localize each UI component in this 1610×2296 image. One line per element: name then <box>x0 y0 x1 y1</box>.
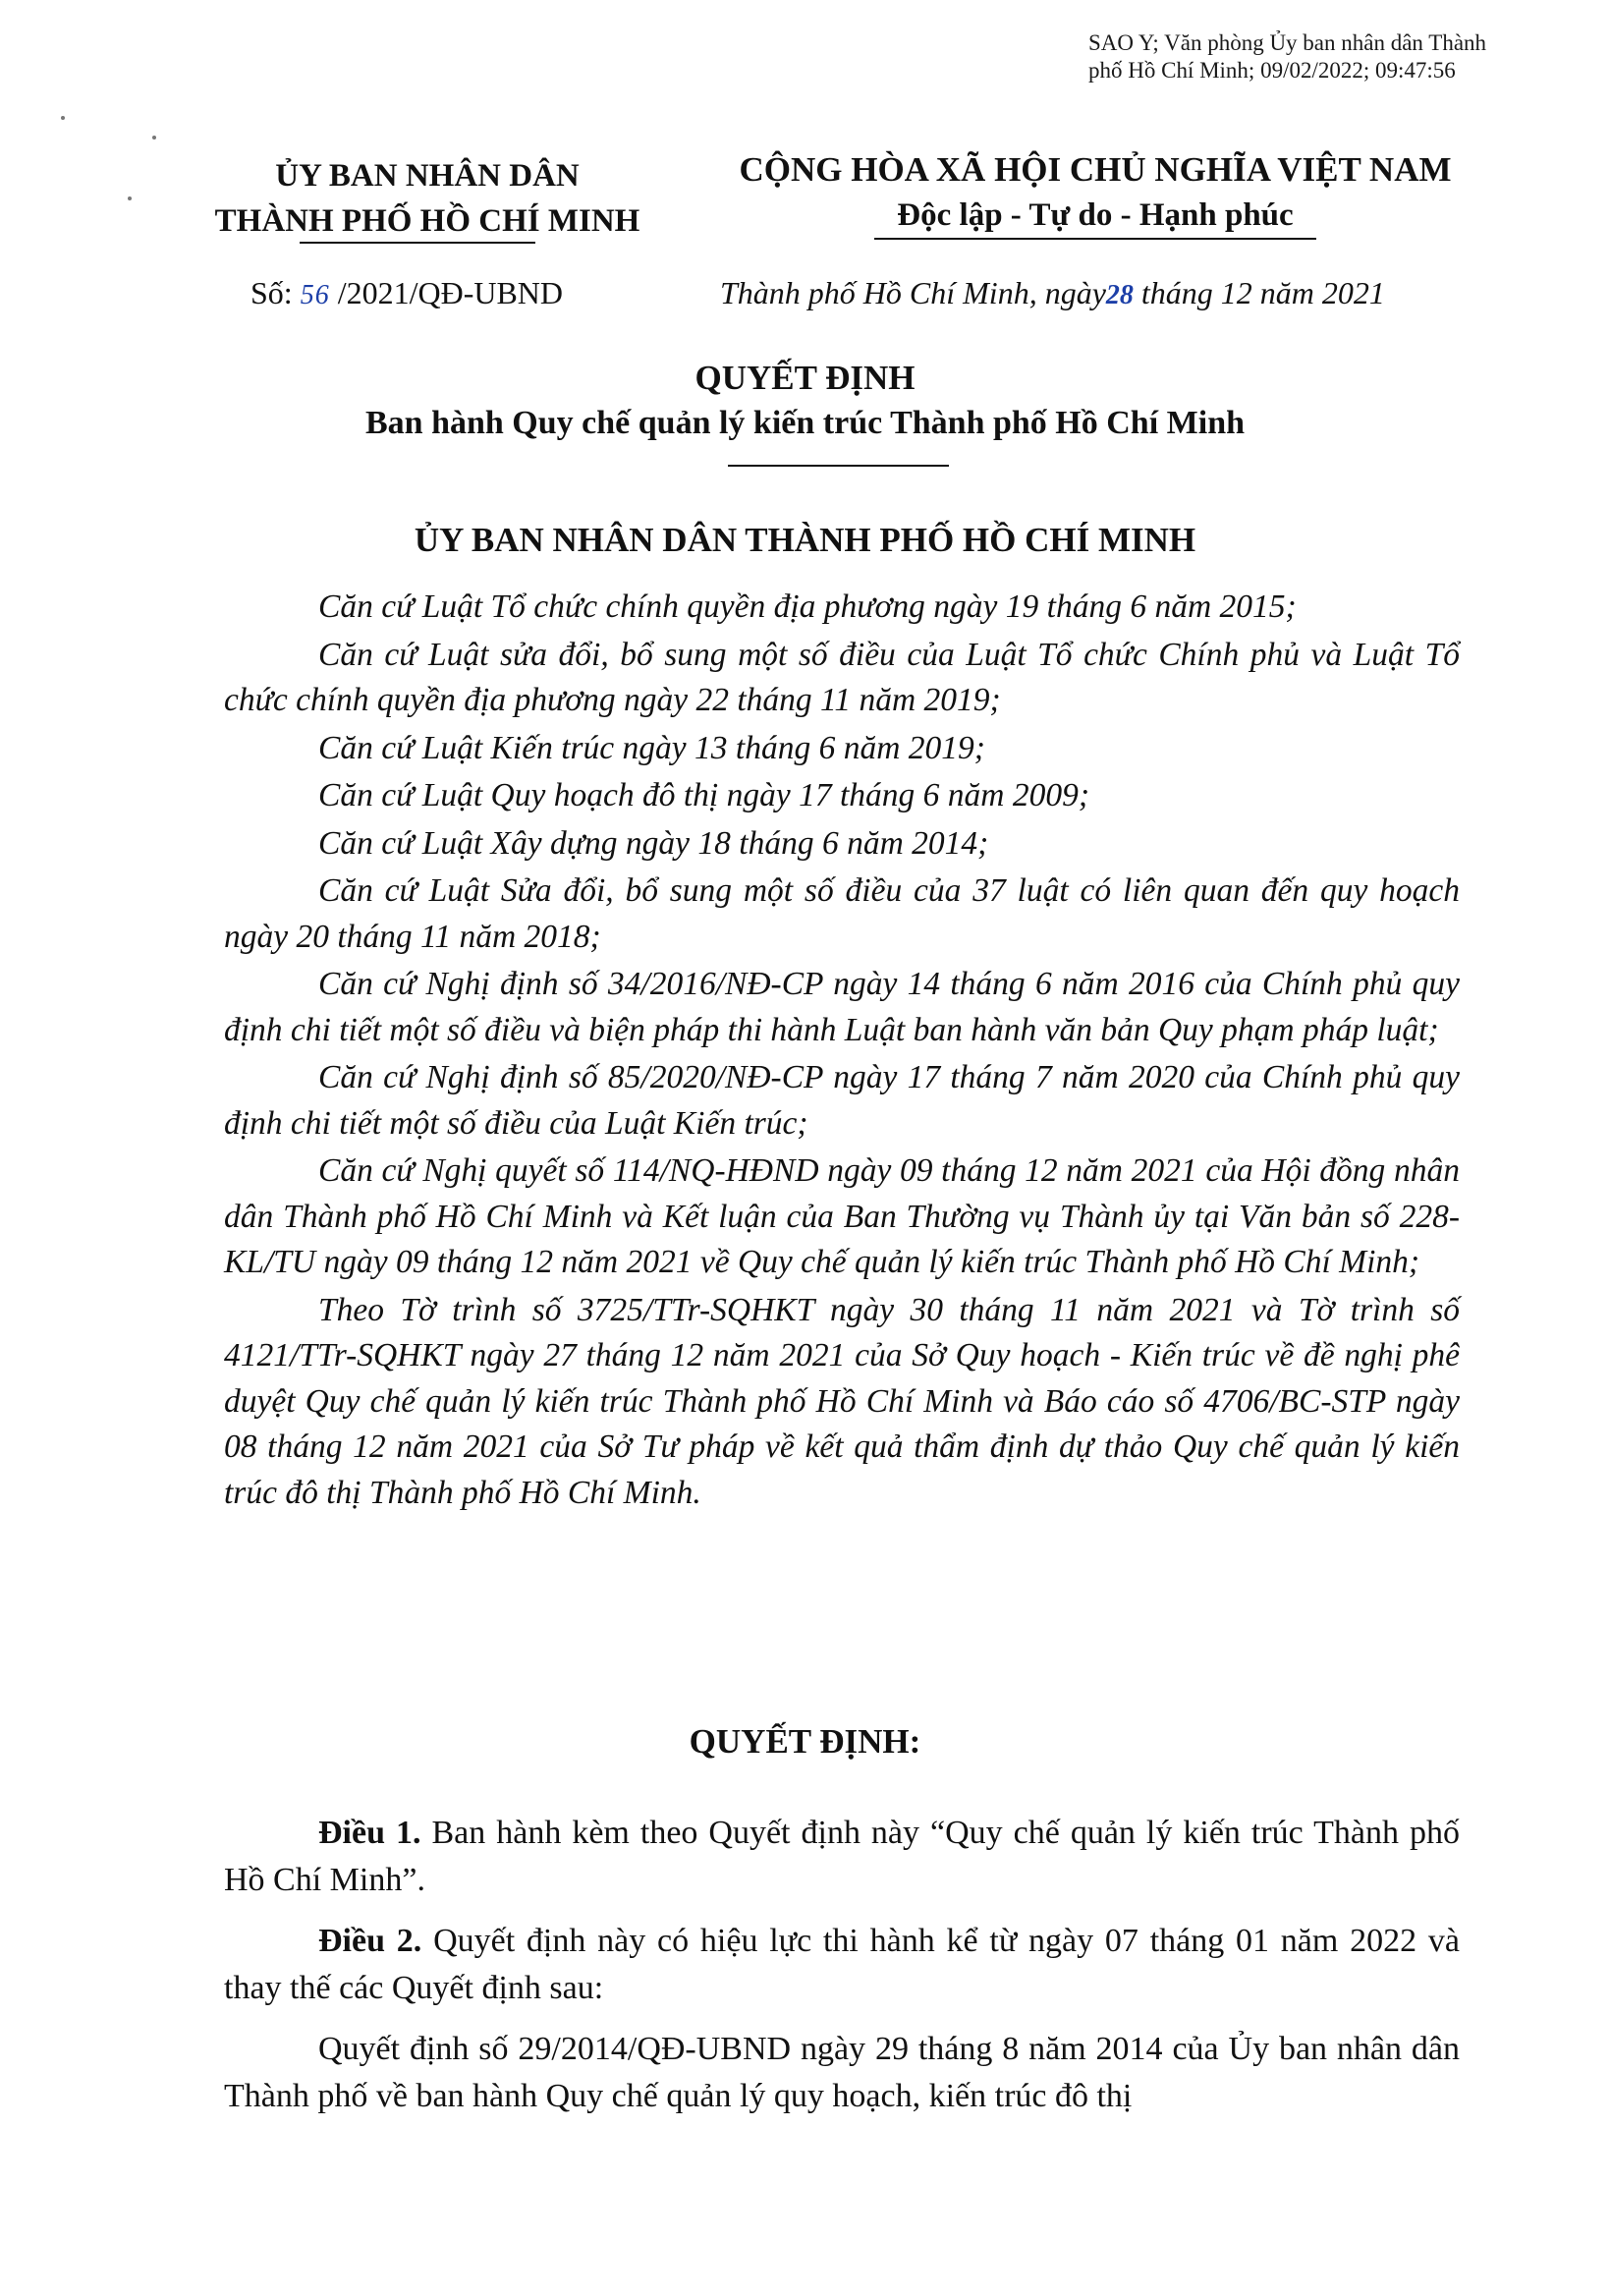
legal-basis-item: Căn cứ Luật sửa đổi, bổ sung một số điều của Luật Tổ chức Chính phủ và Luật Tổ chức chính quyền địa phương ngày 22 tháng 11 năm 2019; <box>224 636 1460 718</box>
national-header <box>712 147 1478 238</box>
copy-stamp <box>1088 29 1599 84</box>
motto-underline <box>874 238 1316 240</box>
date-suffix: tháng 12 năm 2021 <box>1133 275 1385 310</box>
article-2-label: Điều 2. <box>318 1923 422 1959</box>
title-underline <box>728 465 949 467</box>
authority-underline <box>300 242 535 244</box>
legal-basis-item: Căn cứ Luật Sửa đổi, bổ sung một số điều của 37 luật có liên quan đến quy hoạch ngày 20 tháng 11 năm 2018; <box>224 872 1460 955</box>
date-prefix: Thành phố Hồ Chí Minh, ngày <box>720 275 1106 310</box>
national-motto: Độc lập - Tự do - Hạnh phúc <box>897 197 1294 233</box>
scan-speck <box>128 196 132 200</box>
article-1-label: Điều 1. <box>318 1815 421 1851</box>
title-main: QUYẾT ĐỊNH <box>694 359 916 397</box>
legal-basis-item: Căn cứ Luật Kiến trúc ngày 13 tháng 6 năm 2019; <box>318 729 985 766</box>
country-name: CỘNG HÒA XÃ HỘI CHỦ NGHĨA VIỆT NAM <box>739 150 1452 189</box>
articles <box>224 1810 1460 2134</box>
article-1-text: Ban hành kèm theo Quyết định này “Quy chế quản lý kiến trúc Thành phố Hồ Chí Minh”. <box>224 1815 1460 1898</box>
legal-basis-item: Căn cứ Nghị định số 34/2016/NĐ-CP ngày 14 tháng 6 năm 2016 của Chính phủ quy định chi tiết một số điều và biện pháp thi hành Luật ban hành văn bản Quy phạm pháp luật; <box>224 966 1460 1048</box>
copy-stamp-line-2: phố Hồ Chí Minh; 09/02/2022; 09:47:56 <box>1088 58 1456 83</box>
issuer-heading: ỦY BAN NHÂN DÂN THÀNH PHỐ HỒ CHÍ MINH <box>414 521 1196 559</box>
continuation-paragraph: Quyết định số 29/2014/QĐ-UBND ngày 29 tháng 8 năm 2014 của Ủy ban nhân dân Thành phố về ban hành Quy chế quản lý quy hoạch, kiến trúc đô thị <box>224 2031 1460 2114</box>
legal-basis-item: Căn cứ Nghị định số 85/2020/NĐ-CP ngày 17 tháng 7 năm 2020 của Chính phủ quy định chi tiết một số điều của Luật Kiến trúc; <box>224 1059 1460 1142</box>
scan-speck <box>152 136 156 140</box>
issue-date <box>720 273 1385 315</box>
authority-header <box>182 153 673 244</box>
document-title <box>0 356 1610 446</box>
legal-basis-item: Căn cứ Luật Tổ chức chính quyền địa phương ngày 19 tháng 6 năm 2015; <box>318 588 1297 625</box>
article-2-text: Quyết định này có hiệu lực thi hành kể từ ngày 07 tháng 01 năm 2022 và thay thế các Quyết định sau: <box>224 1923 1460 2006</box>
legal-basis-item: Căn cứ Luật Quy hoạch đô thị ngày 17 tháng 6 năm 2009; <box>318 777 1089 813</box>
date-day-handwritten: 28 <box>1105 280 1134 310</box>
doc-number-suffix: /2021/QĐ-UBND <box>329 275 564 310</box>
legal-basis-item: Theo Tờ trình số 3725/TTr-SQHKT ngày 30 tháng 11 năm 2021 và Tờ trình số 4121/TTr-SQHKT ngày 27 tháng 12 năm 2021 của Sở Quy hoạch - Kiến trúc về đề nghị phê duyệt Quy chế quản lý kiến trúc Thành phố Hồ Chí Minh và Báo cáo số 4706/BC-STP ngày 08 tháng 12 năm 2021 của Sở Tư pháp về kết quả thẩm định dự thảo Quy chế quản lý kiến trúc đô thị Thành phố Hồ Chí Minh. <box>224 1291 1460 1511</box>
authority-line-2: THÀNH PHỐ HỒ CHÍ MINH <box>214 203 640 239</box>
doc-number-prefix: Số: <box>250 275 301 310</box>
legal-basis-item: Căn cứ Nghị quyết số 114/NQ-HĐND ngày 09 tháng 12 năm 2021 của Hội đồng nhân dân Thành phố Hồ Chí Minh và Kết luận của Ban Thường vụ Thành ủy tại Văn bản số 228-KL/TU ngày 09 tháng 12 năm 2021 về Quy chế quản lý kiến trúc Thành phố Hồ Chí Minh; <box>224 1152 1460 1280</box>
copy-stamp-line-1: SAO Y; Văn phòng Ủy ban nhân dân Thành <box>1088 30 1487 55</box>
document-number <box>250 273 563 315</box>
legal-bases <box>224 585 1460 1518</box>
article-1 <box>224 1810 1460 1904</box>
doc-number-handwritten: 56 <box>300 280 330 310</box>
legal-basis-item: Căn cứ Luật Xây dựng ngày 18 tháng 6 năm 2014; <box>318 824 989 862</box>
authority-line-1: ỦY BAN NHÂN DÂN <box>275 158 580 194</box>
article-2 <box>224 1918 1460 2012</box>
scan-speck <box>61 116 65 120</box>
decision-heading: QUYẾT ĐỊNH: <box>689 1722 921 1761</box>
title-subtitle: Ban hành Quy chế quản lý kiến trúc Thành phố Hồ Chí Minh <box>364 405 1246 441</box>
